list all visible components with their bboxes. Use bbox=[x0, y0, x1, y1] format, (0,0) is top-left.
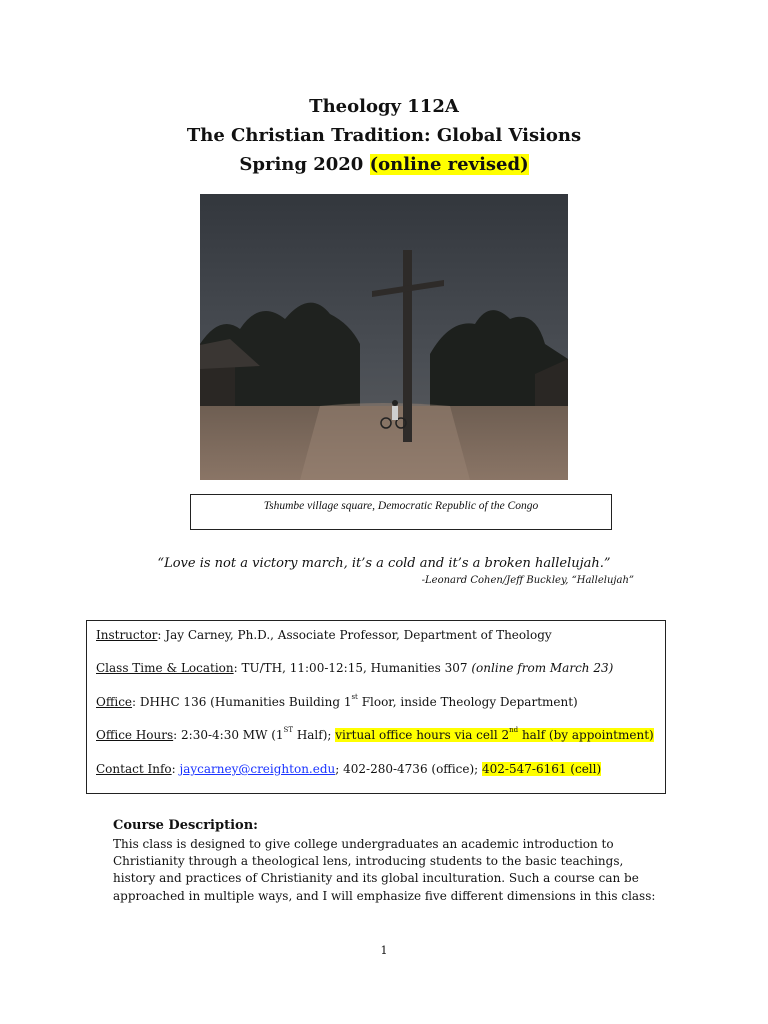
email-link[interactable]: jaycarney@creighton.edu bbox=[179, 762, 336, 776]
contact-line bbox=[96, 762, 601, 776]
office-label: Office bbox=[96, 695, 133, 709]
virtual-hours-highlight bbox=[335, 728, 653, 742]
office-hours-value-b: Half); bbox=[293, 728, 336, 742]
page-number: 1 bbox=[380, 944, 388, 957]
office-hours-line bbox=[96, 728, 654, 742]
office-hours-sup: ST bbox=[283, 726, 293, 734]
photo-illustration bbox=[200, 194, 568, 480]
semester-text: Spring 2020 bbox=[239, 154, 370, 175]
instructor-line bbox=[96, 628, 552, 642]
class-time-label: Class Time & Location bbox=[96, 661, 234, 675]
cell-phone-highlight: 402-547-6161 (cell) bbox=[482, 762, 602, 776]
photo-caption: Tshumbe village square, Democratic Republic of the Congo bbox=[190, 494, 612, 530]
online-revised-highlight: (online revised) bbox=[369, 154, 529, 175]
instructor-value: : Jay Carney, Ph.D., Associate Professor, Department of Theology bbox=[157, 628, 552, 642]
class-time-line bbox=[96, 661, 613, 675]
contact-sep: : bbox=[171, 762, 180, 776]
course-number: Theology 112A bbox=[309, 96, 459, 117]
semester-line bbox=[0, 150, 768, 179]
office-value-b: Floor, inside Theology Department) bbox=[357, 695, 578, 709]
office-value-a: : DHHC 136 (Humanities Building 1 bbox=[132, 695, 352, 709]
class-online-note: (online from March 23) bbox=[471, 661, 614, 675]
course-title: The Christian Tradition: Global Visions bbox=[186, 125, 582, 146]
office-hours-value-a: : 2:30-4:30 MW (1 bbox=[173, 728, 284, 742]
contact-phones: ; 402-280-4736 (office); bbox=[335, 762, 483, 776]
contact-label: Contact Info bbox=[96, 762, 172, 776]
office-sup: st bbox=[351, 693, 358, 701]
course-description-body: This class is designed to give college undergraduates an academic introduction to Christianity through a theological lens, introducing students to the basic teachings, history and practices of Christianity and its global inculturation. Such a course can be approached in multiple ways, and I will emphasize five different dimensions in this class: bbox=[113, 837, 656, 903]
quote-attribution: -Leonard Cohen/Jeff Buckley, “Hallelujah” bbox=[421, 575, 634, 586]
virtual-hours-a: virtual office hours via cell 2 bbox=[335, 728, 510, 742]
virtual-hours-b: half (by appointment) bbox=[518, 728, 654, 742]
course-description-heading: Course Description: bbox=[113, 818, 258, 833]
class-time-value: : TU/TH, 11:00-12:15, Humanities 307 bbox=[233, 661, 472, 675]
epigraph-quote: “Love is not a victory march, it’s a cold and it’s a broken hallelujah.” bbox=[157, 556, 611, 571]
office-line bbox=[96, 695, 578, 709]
office-hours-label: Office Hours bbox=[96, 728, 174, 742]
village-square-photo bbox=[200, 194, 568, 480]
virtual-hours-sup: nd bbox=[509, 726, 519, 734]
instructor-label: Instructor bbox=[96, 628, 158, 642]
course-info-box bbox=[86, 620, 666, 794]
